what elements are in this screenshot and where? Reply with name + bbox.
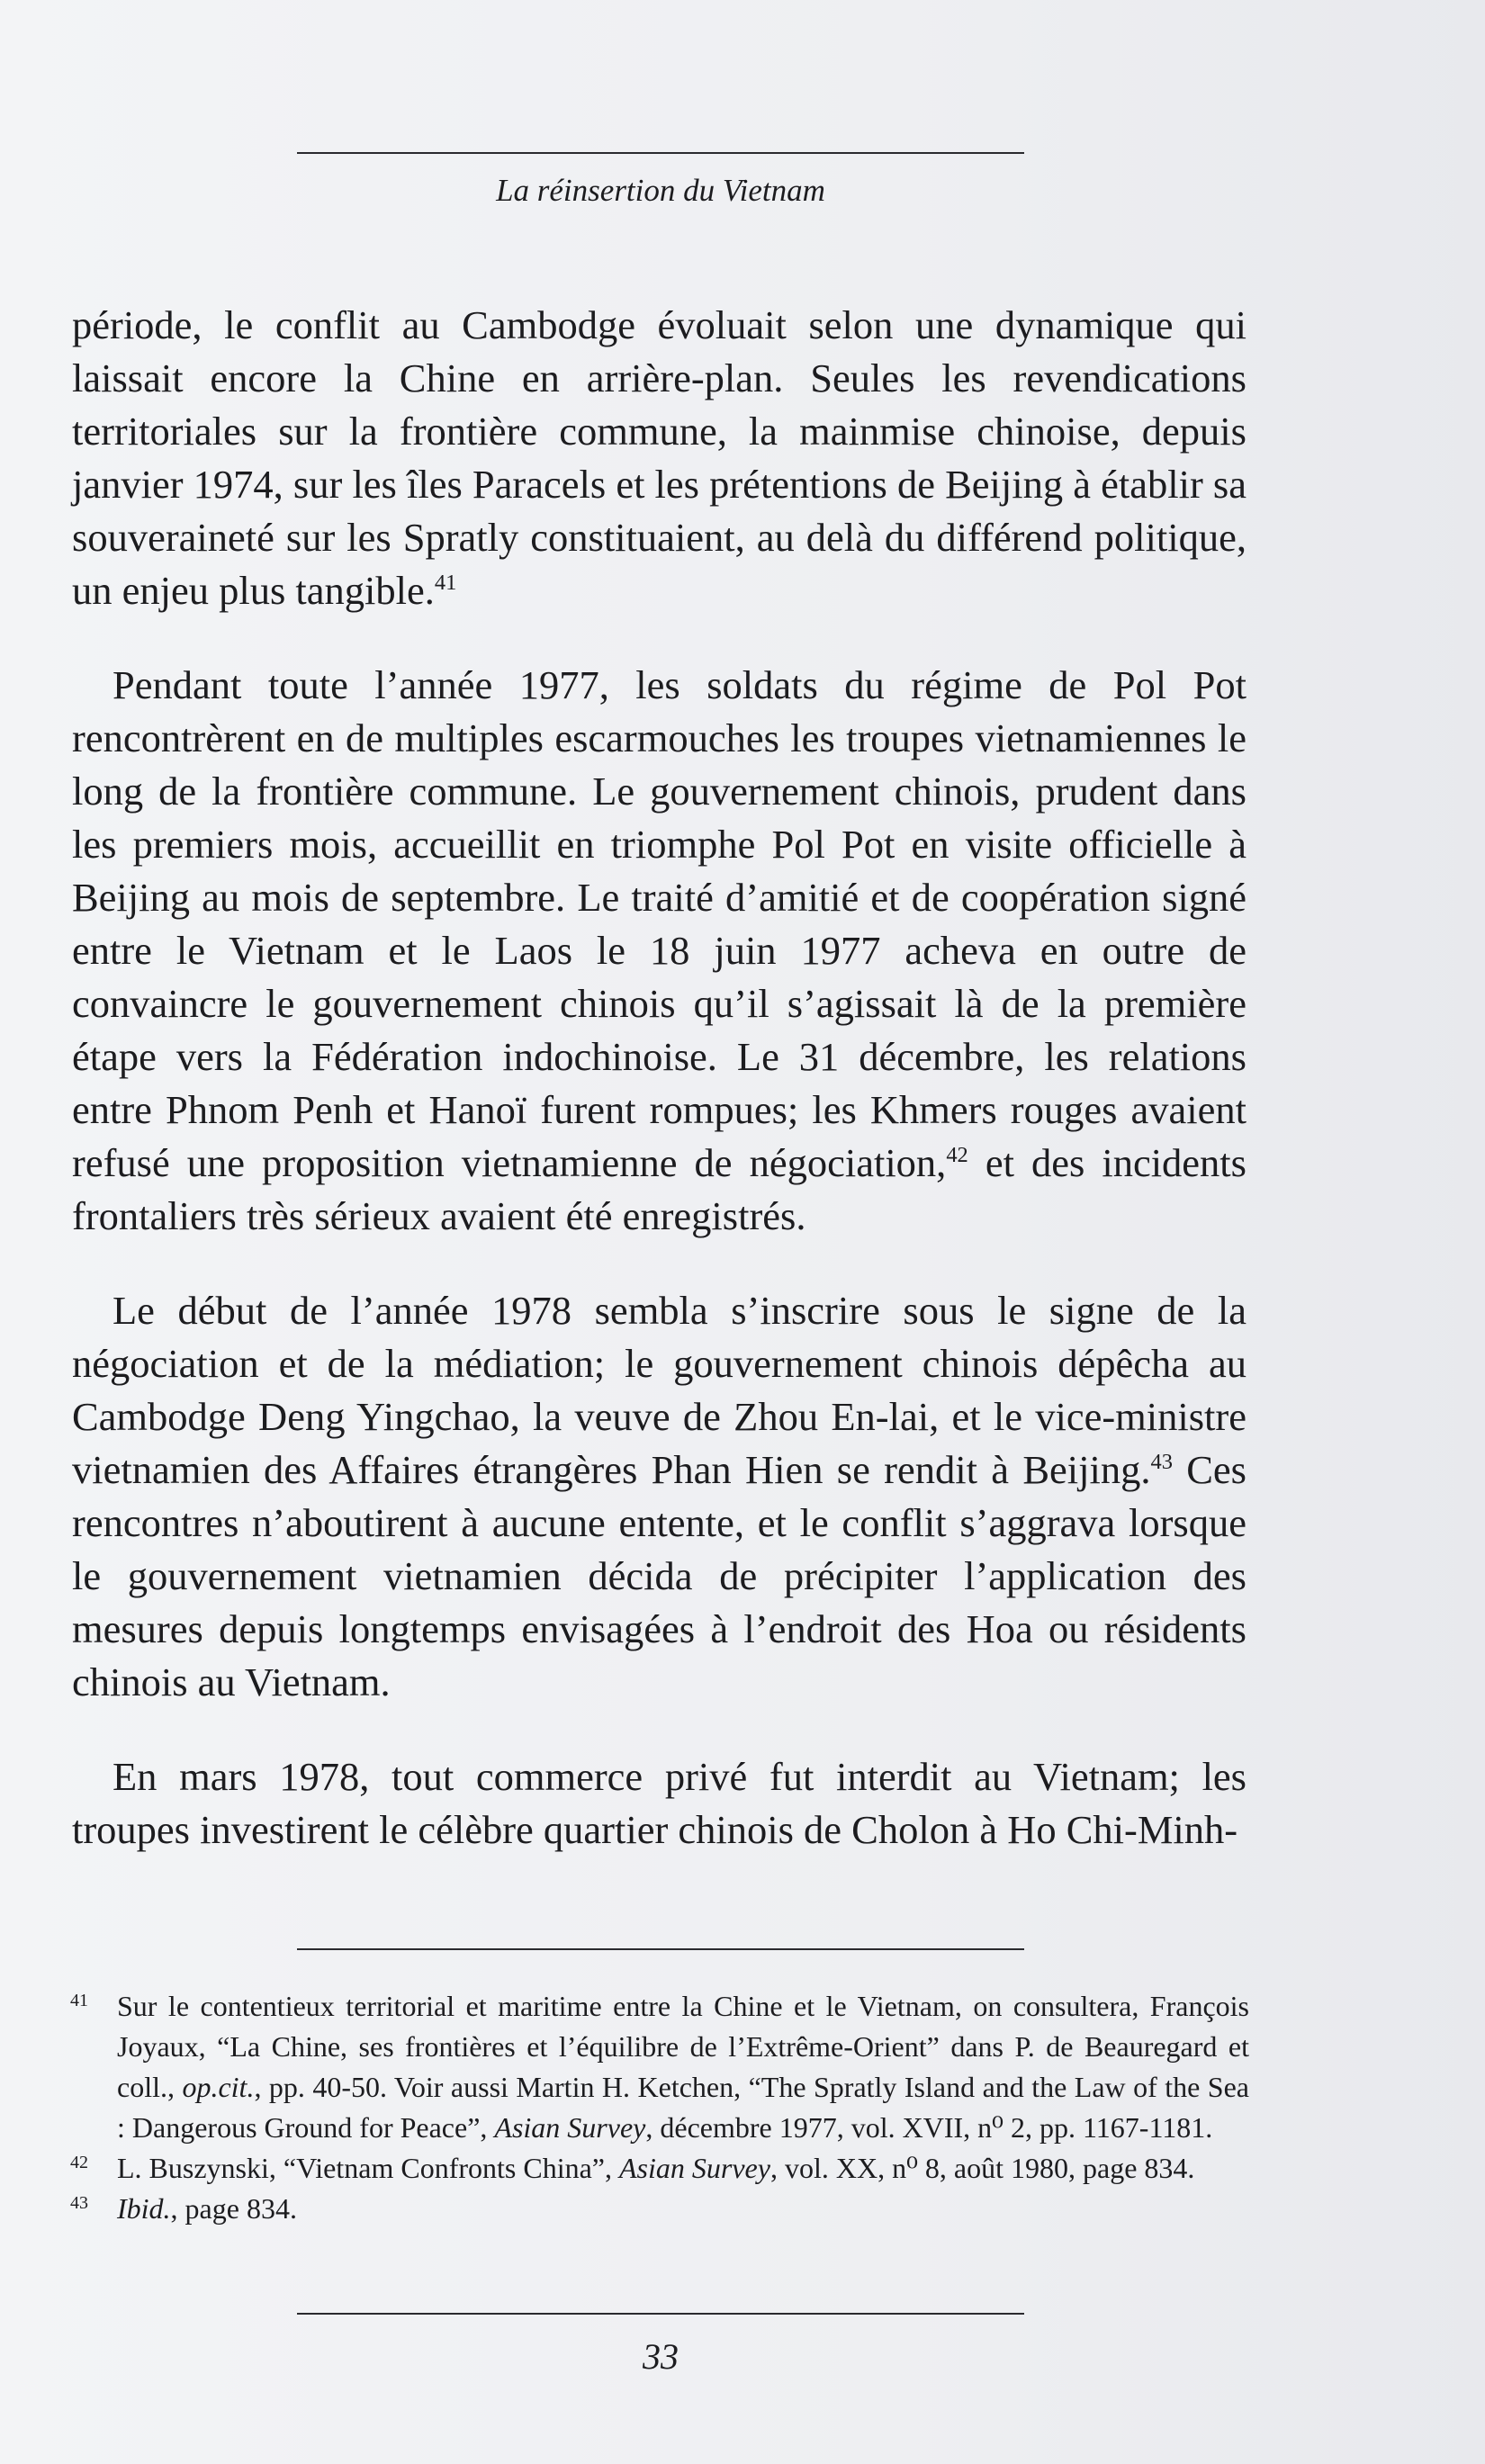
paragraph xyxy=(72,659,1246,1243)
footnote-number: 43 xyxy=(70,2193,88,2213)
footnote-citation: op.cit. xyxy=(182,2071,255,2103)
footnote-text: L. Buszynski, “Vietnam Confronts China”, xyxy=(117,2152,619,2184)
footer-rule xyxy=(297,2313,1024,2315)
footnote-journal: Asian Survey xyxy=(494,2111,646,2144)
running-header: La réinsertion du Vietnam xyxy=(496,173,825,208)
paragraph xyxy=(72,1284,1246,1709)
footnote-text: Sur le contentieux territorial et maritime entre la Chine et le Vietnam, on consultera, François Joyaux, “La Chine, ses frontières et l’équilibre de l’Extrême-Orient” dans P. de Beauregard et coll., xyxy=(117,1990,1249,2103)
footnote-reference[interactable]: 43 xyxy=(1150,1450,1173,1475)
footnote xyxy=(70,2189,1249,2229)
footnote-text: , vol. XX, n⁰ 8, août 1980, page 834. xyxy=(770,2152,1195,2184)
page-number: 33 xyxy=(643,2336,679,2377)
paragraph-text: Ces rencontres n’aboutirent à aucune entente, et le conflit s’aggrava lorsque le gouvernement vietnamien décida de précipiter l’application des mesures depuis longtemps envisagées à l’endroit des Hoa ou résidents chinois au Vietnam. xyxy=(72,1447,1247,1704)
footnotes xyxy=(70,1986,1249,2229)
footnote-number: 41 xyxy=(70,1991,88,2010)
footnote-separator xyxy=(297,1948,1024,1950)
footnote-reference[interactable]: 42 xyxy=(946,1143,968,1168)
paragraph-text: Pendant toute l’année 1977, les soldats du régime de Pol Pot rencontrèrent en de multiples escarmouches les troupes vietnamiennes le long de la frontière commune. Le gouvernement chinois, prudent dans les premiers mois, accueillit en triomphe Pol Pot en visite officielle à Beijing au mois de septembre. Le traité d’amitié et de coopération signé entre le Vietnam et le Laos le 18 juin 1977 acheva en outre de convaincre le gouvernement chinois qu’il s’agissait là de la première étape vers la Fédération indochinoise. Le 31 décembre, les relations entre Phnom Penh et Hanoï furent rompues; les Khmers rouges avaient refusé une proposition vietnamienne de négociation, xyxy=(72,662,1246,1185)
paragraph xyxy=(72,299,1246,617)
footnote-number: 42 xyxy=(70,2153,88,2172)
footnote xyxy=(70,2148,1249,2189)
footnote-text: , pp. 40-50. Voir aussi Martin H. Ketchen, “The Spratly Island and the Law of the Sea : Dangerous Ground for Peace”, xyxy=(117,2071,1250,2144)
footnote-reference[interactable]: 41 xyxy=(434,571,457,596)
paragraph-text: période, le conflit au Cambodge évoluait selon une dynamique qui laissait encore la Chine en arrière-plan. Seules les revendications territoriales sur la frontière commune, la mainmise chinoise, depuis janvier 1974, sur les îles Paracels et les prétentions de Beijing à établir sa souveraineté sur les Spratly constituaient, au delà du différend politique, un enjeu plus tangible. xyxy=(72,302,1246,613)
header-rule xyxy=(297,152,1024,154)
body-text xyxy=(72,299,1246,1898)
footnote xyxy=(70,1986,1249,2148)
paragraph-text: et des incidents frontaliers très sérieux avaient été enregistrés. xyxy=(72,1140,1246,1238)
footnote-text: , page 834. xyxy=(170,2192,297,2225)
footnote-citation: Ibid. xyxy=(117,2192,171,2225)
paragraph-text: Le début de l’année 1978 sembla s’inscrire sous le signe de la négociation et de la médiation; le gouvernement chinois dépêcha au Cambodge Deng Yingchao, la veuve de Zhou En-lai, et le vice-ministre vietnamien des Affaires étrangères Phan Hien se rendit à Beijing. xyxy=(72,1288,1246,1492)
footnote-journal: Asian Survey xyxy=(619,2152,770,2184)
footnote-text: , décembre 1977, vol. XVII, n⁰ 2, pp. 1167-1181. xyxy=(645,2111,1213,2144)
paragraph xyxy=(72,1750,1246,1857)
paragraph-text: En mars 1978, tout commerce privé fut interdit au Vietnam; les troupes investirent le célèbre quartier chinois de Cholon à Ho Chi-Minh- xyxy=(72,1754,1246,1852)
